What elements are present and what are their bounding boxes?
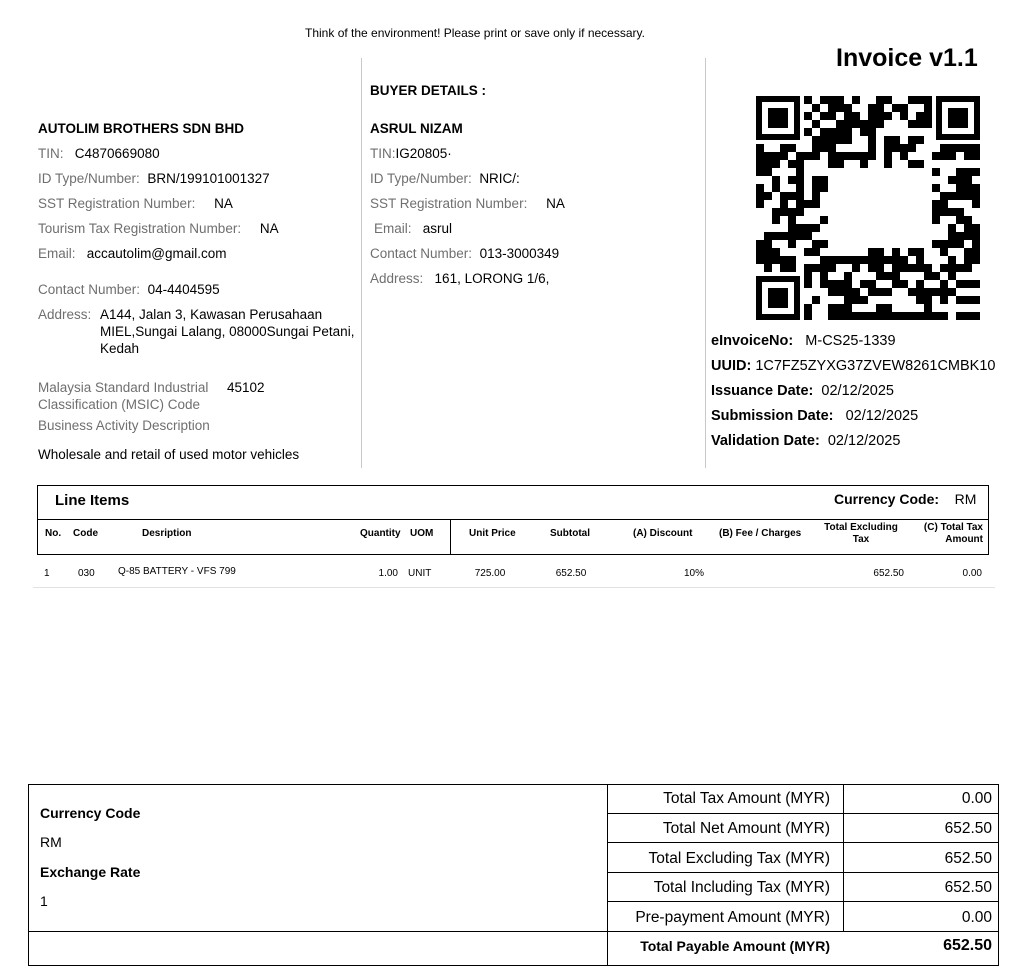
submission-date-label: Submission Date: bbox=[711, 408, 834, 424]
totals-divider-v2 bbox=[843, 785, 844, 931]
seller-tin bbox=[38, 146, 160, 161]
seller-contact-label: Contact Number: bbox=[38, 282, 141, 297]
row-divider bbox=[33, 587, 995, 588]
col-header-discount: (A) Discount bbox=[633, 528, 693, 539]
seller-activity-value: Wholesale and retail of used motor vehicles bbox=[38, 447, 300, 462]
cell-unit-price: 725.00 bbox=[474, 568, 506, 579]
totals-divider-h5 bbox=[29, 931, 998, 932]
col-header-uom: UOM bbox=[410, 528, 434, 539]
buyer-contact-value: 013-3000349 bbox=[479, 246, 560, 261]
prepayment-label: Pre-payment Amount (MYR) bbox=[635, 909, 830, 926]
buyer-tin bbox=[370, 146, 452, 161]
buyer-email bbox=[374, 221, 452, 236]
summary-exchange-label: Exchange Rate bbox=[40, 864, 141, 880]
cell-total-excl: 652.50 bbox=[873, 568, 904, 579]
totals-divider-h4 bbox=[607, 901, 998, 902]
total-excl-value: 652.50 bbox=[944, 850, 992, 867]
buyer-address-label: Address: bbox=[370, 271, 424, 286]
totals-divider-h3 bbox=[607, 872, 998, 873]
col-header-tax-line2: Amount bbox=[945, 534, 983, 545]
col-header-total-excl bbox=[815, 522, 907, 546]
col-header-tax bbox=[904, 522, 983, 546]
buyer-heading: BUYER DETAILS : bbox=[370, 83, 487, 98]
seller-address-line1: A144, Jalan 3, Kawasan Perusahaan bbox=[100, 307, 323, 322]
col-header-tax-line1: (C) Total Tax bbox=[923, 522, 983, 533]
line-items-currency-label: Currency Code: bbox=[834, 491, 940, 507]
summary-currency-value: RM bbox=[40, 834, 62, 850]
total-tax-label: Total Tax Amount (MYR) bbox=[663, 790, 830, 807]
totals-divider-h1 bbox=[607, 813, 998, 814]
column-divider-left bbox=[361, 58, 362, 468]
invoice-title: Invoice v1.1 bbox=[836, 44, 978, 72]
buyer-contact-label: Contact Number: bbox=[370, 246, 473, 261]
total-incl-label: Total Including Tax (MYR) bbox=[653, 879, 830, 896]
col-header-quantity: Quantity bbox=[360, 528, 401, 539]
seller-sst-label: SST Registration Number: bbox=[38, 196, 196, 211]
seller-address-line2: MIEL,Sungai Lalang, 08000Sungai Petani, bbox=[100, 324, 355, 339]
issuance-date-label: Issuance Date: bbox=[711, 383, 814, 399]
buyer-sst-value: NA bbox=[546, 196, 565, 211]
total-excl-label: Total Excluding Tax (MYR) bbox=[648, 850, 830, 867]
col-header-total-excl-line2: Tax bbox=[852, 534, 870, 545]
validation-date bbox=[711, 433, 900, 449]
buyer-address-value: 161, LORONG 1/6, bbox=[434, 271, 550, 286]
validation-date-label: Validation Date: bbox=[711, 433, 820, 449]
total-payable-value: 652.50 bbox=[943, 937, 992, 954]
cell-subtotal: 652.50 bbox=[555, 568, 587, 579]
line-items-column-divider bbox=[450, 520, 451, 554]
seller-contact-value: 04-4404595 bbox=[147, 282, 220, 297]
seller-sst-value: NA bbox=[214, 196, 233, 211]
prepayment-value: 0.00 bbox=[961, 909, 992, 926]
cell-uom: UNIT bbox=[408, 568, 432, 579]
buyer-id-value: NRIC/: bbox=[479, 171, 520, 186]
seller-address-line3: Kedah bbox=[100, 341, 140, 356]
total-tax-value: 0.00 bbox=[961, 790, 992, 807]
seller-name: AUTOLIM BROTHERS SDN BHD bbox=[38, 121, 245, 136]
line-items-bottom-divider bbox=[38, 554, 988, 555]
submission-date bbox=[711, 408, 918, 424]
seller-tin-value: C4870669080 bbox=[74, 146, 160, 161]
seller-tin-label: TIN: bbox=[38, 146, 64, 161]
col-header-no: No. bbox=[45, 528, 62, 539]
cell-tax: 0.00 bbox=[962, 568, 982, 579]
total-payable-label: Total Payable Amount (MYR) bbox=[640, 938, 830, 954]
einvoice-uuid bbox=[711, 358, 995, 374]
line-items-header-divider bbox=[38, 519, 988, 520]
total-net-value: 652.50 bbox=[944, 820, 992, 837]
einvoice-uuid-value: 1C7FZ5ZYXG37ZVEW8261CMBK10 bbox=[755, 358, 996, 374]
issuance-date bbox=[711, 383, 894, 399]
line-items-currency bbox=[834, 491, 976, 507]
buyer-sst bbox=[370, 196, 565, 211]
cell-description: Q-85 BATTERY - VFS 799 bbox=[118, 566, 236, 577]
einvoice-uuid-label: UUID: bbox=[711, 358, 752, 374]
cell-code: 030 bbox=[78, 568, 95, 579]
buyer-email-value: asrul bbox=[422, 221, 453, 236]
seller-tourism bbox=[38, 221, 279, 236]
qr-code-icon bbox=[756, 96, 980, 320]
buyer-sst-label: SST Registration Number: bbox=[370, 196, 528, 211]
buyer-contact bbox=[370, 246, 559, 261]
buyer-tin-value: IG20805· bbox=[395, 146, 452, 161]
seller-email bbox=[38, 246, 227, 261]
totals-divider-h2 bbox=[607, 842, 998, 843]
seller-address-label: Address: bbox=[38, 307, 92, 322]
print-notice: Think of the environment! Please print or save only if necessary. bbox=[305, 26, 645, 40]
submission-date-value: 02/12/2025 bbox=[845, 408, 919, 424]
seller-email-label: Email: bbox=[38, 246, 76, 261]
buyer-id bbox=[370, 171, 520, 186]
seller-msic-value: 45102 bbox=[227, 380, 265, 395]
buyer-tin-label: TIN: bbox=[370, 146, 396, 161]
col-header-unit-price: Unit Price bbox=[469, 528, 516, 539]
einvoice-no bbox=[711, 333, 896, 349]
einvoice-no-label: eInvoiceNo: bbox=[711, 333, 794, 349]
col-header-subtotal: Subtotal bbox=[550, 528, 590, 539]
seller-activity-label: Business Activity Description bbox=[38, 418, 210, 433]
seller-sst bbox=[38, 196, 233, 211]
col-header-total-excl-line1: Total Excluding bbox=[824, 522, 898, 533]
line-items-currency-value: RM bbox=[954, 491, 977, 507]
seller-id-value: BRN/199101001327 bbox=[147, 171, 270, 186]
column-divider-right bbox=[705, 58, 706, 468]
total-net-label: Total Net Amount (MYR) bbox=[662, 820, 830, 837]
seller-id-label: ID Type/Number: bbox=[38, 171, 140, 186]
line-items-title: Line Items bbox=[55, 492, 130, 509]
total-incl-value: 652.50 bbox=[944, 879, 992, 896]
seller-email-value: accautolim@gmail.com bbox=[86, 246, 227, 261]
col-header-code: Code bbox=[73, 528, 98, 539]
seller-msic-label-2: Classification (MSIC) Code bbox=[38, 397, 201, 412]
cell-no: 1 bbox=[44, 568, 50, 579]
buyer-email-label: Email: bbox=[374, 221, 412, 236]
issuance-date-value: 02/12/2025 bbox=[821, 383, 894, 399]
einvoice-no-value: M-CS25-1339 bbox=[805, 333, 896, 349]
seller-tourism-value: NA bbox=[259, 221, 279, 236]
cell-discount: 10% bbox=[683, 568, 704, 579]
buyer-address bbox=[370, 271, 549, 286]
summary-currency-label: Currency Code bbox=[40, 805, 141, 821]
col-header-fee: (B) Fee / Charges bbox=[719, 528, 802, 539]
summary-exchange-value: 1 bbox=[40, 893, 48, 909]
seller-contact bbox=[38, 282, 220, 297]
col-header-description: Desription bbox=[142, 528, 192, 539]
buyer-name: ASRUL NIZAM bbox=[370, 121, 463, 136]
seller-msic-label-1: Malaysia Standard Industrial bbox=[38, 380, 209, 395]
validation-date-value: 02/12/2025 bbox=[827, 433, 901, 449]
seller-tourism-label: Tourism Tax Registration Number: bbox=[38, 221, 242, 236]
cell-quantity: 1.00 bbox=[378, 568, 398, 579]
buyer-id-label: ID Type/Number: bbox=[370, 171, 472, 186]
seller-id bbox=[38, 171, 270, 186]
